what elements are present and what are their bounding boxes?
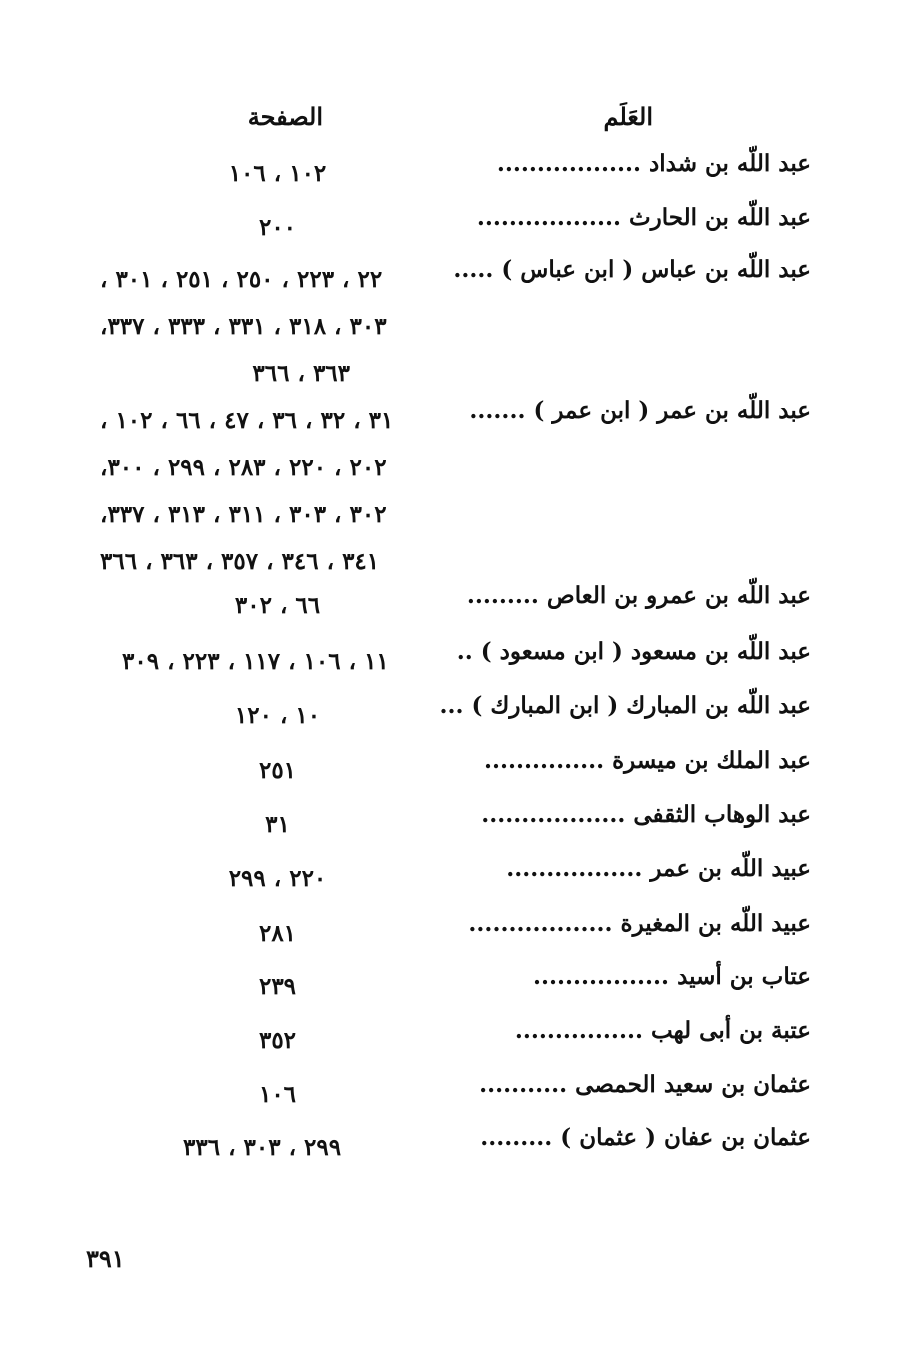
entry-pages-line: ١٠٦ [258, 1081, 297, 1108]
entry-pages [100, 256, 455, 397]
entry-pages [100, 747, 455, 794]
entry-name: عبد الوهاب الثقفى .................. [481, 801, 811, 828]
entry-pages [100, 204, 455, 251]
entry-pages [100, 397, 455, 585]
entry-pages-line: ٣٦٣ ، ٣٦٦ [252, 360, 350, 387]
entry-pages-line: ٣٥٢ [258, 1027, 297, 1054]
entry-name: عبيد اللّه بن المغيرة .................. [468, 910, 811, 937]
entry-pages-line: ٣٠٢ ، ٣٠٣ ، ٣١١ ، ٣١٣ ، ٣٣٧، [100, 501, 387, 528]
entry-pages-line: ٢٨١ [258, 920, 297, 947]
entry-pages-line: ١٠٢ ، ١٠٦ [228, 160, 327, 187]
entry-pages [100, 801, 455, 848]
entry-name: عبد اللّه بن شداد .................. [496, 150, 811, 177]
entry-pages-line: ٣٠٣ ، ٣١٨ ، ٣٣١ ، ٣٣٣ ، ٣٣٧، [100, 313, 387, 340]
entry-pages-line: ٣١ [265, 811, 290, 838]
entry-pages-line: ٦٦ ، ٣٠٢ [234, 592, 321, 619]
entry-name: عبد الملك بن ميسرة ............... [484, 747, 811, 774]
entry-name: عتاب بن أسيد ................. [532, 963, 811, 990]
entry-pages [100, 855, 455, 902]
entry-pages-line: ٢٢٠ ، ٢٩٩ [228, 865, 327, 892]
entry-pages [100, 692, 455, 739]
entry-pages-line: ٢٢ ، ٢٢٣ ، ٢٥٠ ، ٢٥١ ، ٣٠١ ، [100, 266, 383, 293]
entry-pages [100, 1017, 455, 1064]
entry-pages-line: ٢٥١ [258, 757, 297, 784]
entry-name: عبد اللّه بن الحارث .................. [476, 204, 811, 231]
entry-pages-line: ٢٩٩ ، ٣٠٣ ، ٣٣٦ [183, 1134, 342, 1161]
entry-name: عتبة بن أبى لهب ................ [514, 1017, 811, 1044]
column-header-name: العَلَم [603, 102, 653, 131]
entry-name: عثمان بن سعيد الحمصى ........... [479, 1071, 811, 1098]
entry-name: عثمان بن عفان ( عثمان ) ......... [480, 1124, 811, 1151]
entry-pages [100, 910, 455, 957]
entry-pages-line: ١١ ، ١٠٦ ، ١١٧ ، ٢٢٣ ، ٣٠٩ [122, 648, 389, 675]
entry-name: عبد اللّه بن عمرو بن العاص ......... [466, 582, 811, 609]
entry-pages [100, 638, 455, 685]
entry-pages [100, 963, 455, 1010]
entry-pages-line: ١٠ ، ١٢٠ [234, 702, 321, 729]
entry-name: عبد اللّه بن مسعود ( ابن مسعود ) .. [456, 638, 811, 665]
entry-pages-line: ٢٠٠ [258, 214, 297, 241]
entry-name: عبيد اللّه بن عمر ................. [506, 855, 811, 882]
entry-pages-line: ٢٠٢ ، ٢٢٠ ، ٢٨٣ ، ٢٩٩ ، ٣٠٠، [100, 454, 387, 481]
entry-name: عبد اللّه بن المبارك ( ابن المبارك ) ... [439, 692, 811, 719]
entry-name: عبد اللّه بن عباس ( ابن عباس ) ..... [453, 256, 811, 283]
entry-pages [100, 1124, 455, 1171]
entry-pages-line: ٢٣٩ [258, 973, 297, 1000]
entry-pages [100, 150, 455, 197]
entry-pages-line: ٣١ ، ٣٢ ، ٣٦ ، ٤٧ ، ٦٦ ، ١٠٢ ، [100, 407, 394, 434]
page-number: ٣٩١ [86, 1244, 125, 1273]
entry-name: عبد اللّه بن عمر ( ابن عمر ) ....... [469, 397, 811, 424]
column-header-page: الصفحة [247, 102, 323, 131]
entry-pages [100, 582, 455, 629]
entry-pages-line: ٣٤١ ، ٣٤٦ ، ٣٥٧ ، ٣٦٣ ، ٣٦٦ [100, 548, 380, 575]
entry-pages [100, 1071, 455, 1118]
